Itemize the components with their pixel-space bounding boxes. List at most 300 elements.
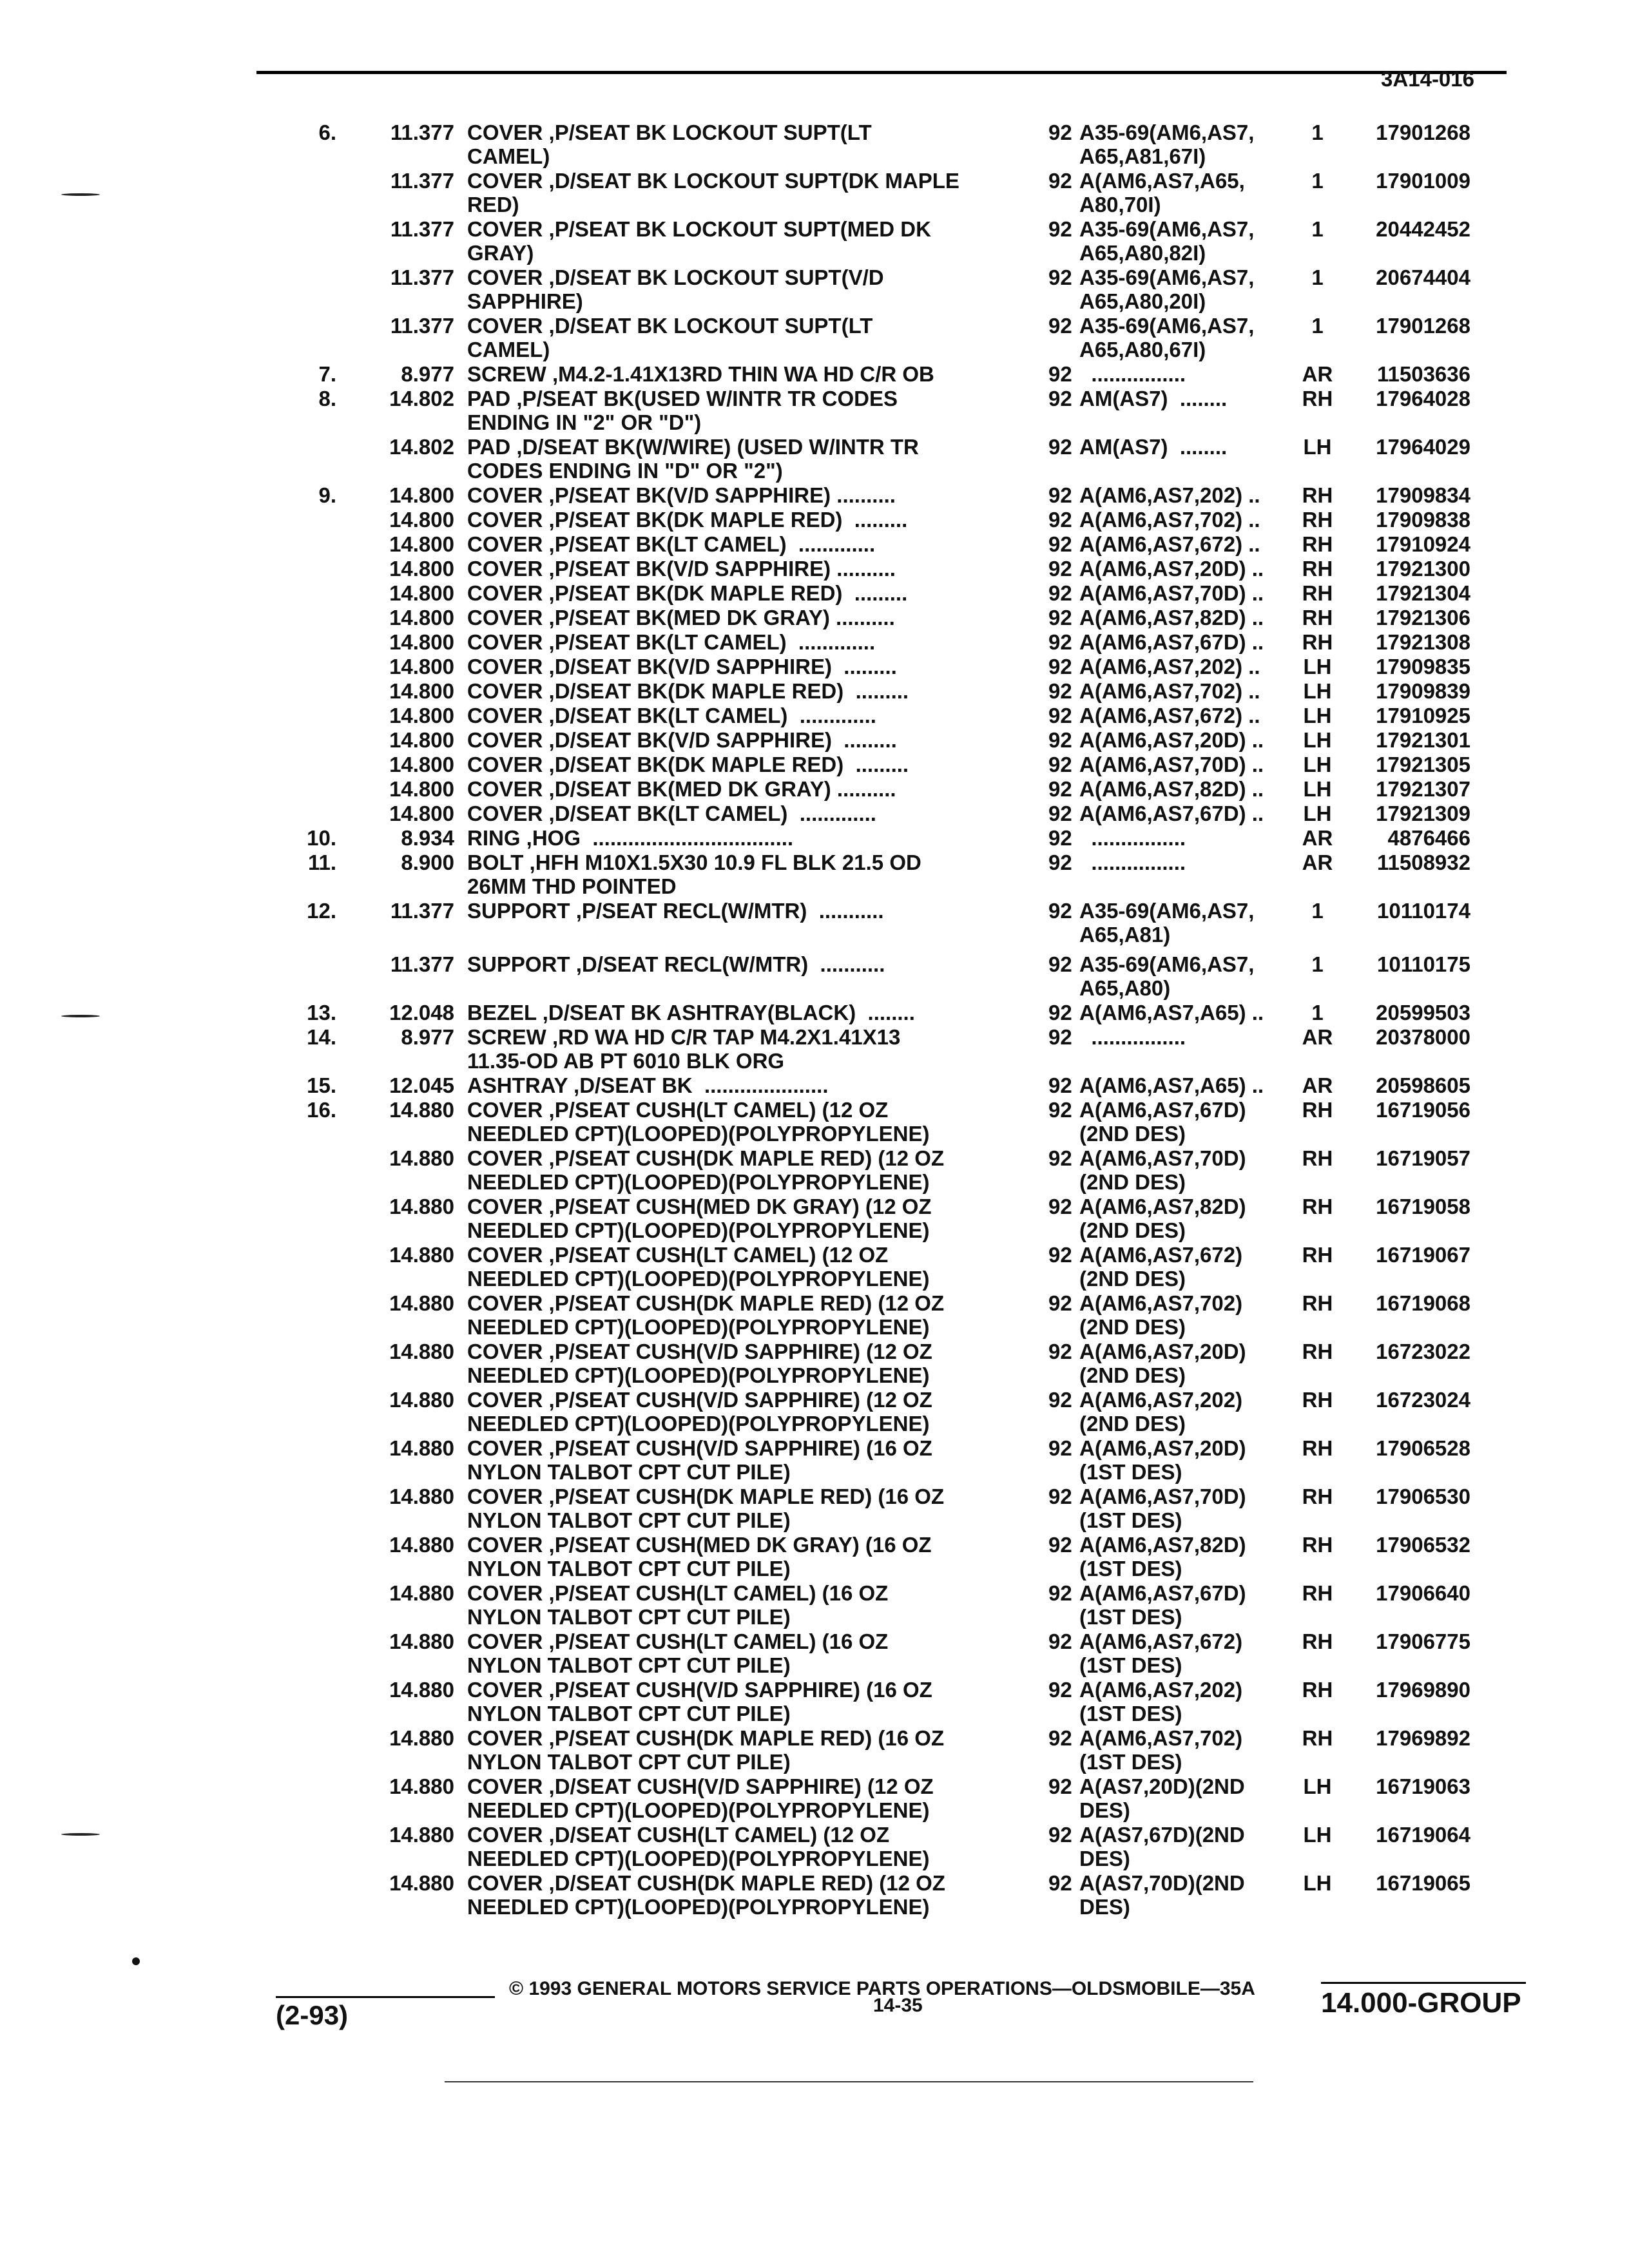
parts-row <box>0 265 1629 313</box>
qty-code: 92 <box>1048 1025 1072 1049</box>
part-number: 11508932 <box>1376 850 1470 874</box>
group-number: 14.800 <box>389 802 454 825</box>
part-number: 20598605 <box>1376 1073 1470 1097</box>
qty-code: 92 <box>1048 1823 1072 1847</box>
part-description: COVER ,P/SEAT CUSH(V/D SAPPHIRE) (16 OZ NYLON TALBOT CPT CUT PILE) <box>467 1678 932 1725</box>
group-number: 8.934 <box>401 826 454 850</box>
side-qty: 1 <box>1311 314 1324 338</box>
item-number: 16. <box>307 1098 336 1122</box>
qty-code: 92 <box>1048 1774 1072 1798</box>
group-number: 14.880 <box>389 1340 454 1363</box>
qty-code: 92 <box>1048 265 1072 289</box>
item-number: 11. <box>307 850 336 874</box>
footer-page-number: 14-35 <box>873 1995 923 2016</box>
model-usage: A(AM6,AS7,202) .. <box>1079 655 1260 678</box>
parts-row <box>0 435 1629 483</box>
parts-row <box>0 557 1629 581</box>
part-description: COVER ,D/SEAT BK(MED DK GRAY) .......... <box>467 777 896 801</box>
parts-row <box>0 1098 1629 1146</box>
item-number: 13. <box>307 1001 336 1024</box>
side-qty: AR <box>1302 826 1333 850</box>
parts-row <box>0 655 1629 678</box>
part-description: COVER ,P/SEAT BK(V/D SAPPHIRE) .......... <box>467 557 896 581</box>
model-usage: AM(AS7) ........ <box>1079 387 1228 410</box>
qty-code: 92 <box>1048 217 1072 241</box>
part-number: 16719057 <box>1376 1146 1470 1170</box>
group-number: 14.880 <box>389 1533 454 1557</box>
part-number: 17909834 <box>1376 483 1470 507</box>
group-number: 12.045 <box>389 1073 454 1097</box>
parts-row <box>0 581 1629 605</box>
qty-code: 92 <box>1048 1098 1072 1122</box>
part-description: COVER ,D/SEAT CUSH(LT CAMEL) (12 OZ NEEDLED CPT)(LOOPED)(POLYPROPYLENE) <box>467 1823 930 1870</box>
side-qty: RH <box>1302 1726 1333 1750</box>
side-qty: AR <box>1302 1025 1333 1049</box>
model-usage: A(AM6,AS7,20D) .. <box>1079 557 1264 581</box>
parts-row <box>0 704 1629 727</box>
part-number: 17909838 <box>1376 508 1470 532</box>
parts-row <box>0 753 1629 776</box>
group-number: 14.800 <box>389 483 454 507</box>
part-number: 17969892 <box>1376 1726 1470 1750</box>
group-number: 14.880 <box>389 1726 454 1750</box>
model-usage: A35-69(AM6,AS7, A65,A80) <box>1079 952 1255 1000</box>
side-qty: RH <box>1302 1291 1333 1315</box>
part-description: BEZEL ,D/SEAT BK ASHTRAY(BLACK) ........ <box>467 1001 915 1024</box>
item-number: 10. <box>307 826 336 850</box>
qty-code: 92 <box>1048 1146 1072 1170</box>
part-number: 4876466 <box>1387 826 1470 850</box>
part-description: COVER ,D/SEAT BK(V/D SAPPHIRE) ......... <box>467 728 897 752</box>
part-number: 20442452 <box>1376 217 1470 241</box>
group-number: 14.800 <box>389 630 454 654</box>
part-number: 17906532 <box>1376 1533 1470 1557</box>
model-usage: A(AM6,AS7,672) (2ND DES) <box>1079 1243 1243 1291</box>
part-description: SCREW ,RD WA HD C/R TAP M4.2X1.41X13 11.35-OD AB PT 6010 BLK ORG <box>467 1025 901 1073</box>
bottom-rule <box>445 2081 1253 2082</box>
part-description: COVER ,P/SEAT BK(V/D SAPPHIRE) .......... <box>467 483 896 507</box>
parts-row <box>0 606 1629 629</box>
part-number: 17921309 <box>1376 802 1470 825</box>
part-number: 17909839 <box>1376 679 1470 703</box>
part-description: COVER ,P/SEAT CUSH(MED DK GRAY) (16 OZ NYLON TALBOT CPT CUT PILE) <box>467 1533 932 1581</box>
parts-row <box>0 1533 1629 1581</box>
group-number: 14.880 <box>389 1823 454 1847</box>
qty-code: 92 <box>1048 630 1072 654</box>
side-qty: 1 <box>1311 217 1324 241</box>
qty-code: 92 <box>1048 581 1072 605</box>
model-usage: A35-69(AM6,AS7, A65,A81,67I) <box>1079 120 1255 168</box>
side-qty: AR <box>1302 362 1333 386</box>
part-number: 16719063 <box>1376 1774 1470 1798</box>
part-number: 16723024 <box>1376 1388 1470 1412</box>
model-usage: ................ <box>1079 850 1186 874</box>
group-number: 14.880 <box>389 1871 454 1895</box>
side-qty: RH <box>1302 1678 1333 1702</box>
model-usage: A(AM6,AS7,70D) (2ND DES) <box>1079 1146 1246 1194</box>
side-qty: LH <box>1303 1774 1332 1798</box>
side-qty: AR <box>1302 1073 1333 1097</box>
qty-code: 92 <box>1048 1533 1072 1557</box>
model-usage: A(AM6,AS7,702) .. <box>1079 508 1260 532</box>
side-qty: RH <box>1302 508 1333 532</box>
model-usage: A(AM6,AS7,82D) .. <box>1079 606 1264 629</box>
parts-row <box>0 387 1629 434</box>
part-number: 20378000 <box>1376 1025 1470 1049</box>
parts-row <box>0 679 1629 703</box>
side-qty: RH <box>1302 532 1333 556</box>
group-number: 12.048 <box>389 1001 454 1024</box>
model-usage: A(AM6,AS7,A65, A80,70I) <box>1079 169 1245 216</box>
side-qty: 1 <box>1311 952 1324 976</box>
qty-code: 92 <box>1048 1001 1072 1024</box>
model-usage: A(AM6,AS7,202) (1ST DES) <box>1079 1678 1243 1725</box>
group-number: 14.800 <box>389 777 454 801</box>
parts-row <box>0 1291 1629 1339</box>
side-qty: RH <box>1302 1581 1333 1605</box>
side-qty: LH <box>1303 704 1332 727</box>
group-number: 14.880 <box>389 1581 454 1605</box>
model-usage: A(AM6,AS7,67D) (1ST DES) <box>1079 1581 1246 1629</box>
part-description: COVER ,D/SEAT BK LOCKOUT SUPT(LT CAMEL) <box>467 314 873 361</box>
item-number: 6. <box>318 120 336 144</box>
qty-code: 92 <box>1048 120 1072 144</box>
part-description: ASHTRAY ,D/SEAT BK ..................... <box>467 1073 829 1097</box>
parts-row <box>0 777 1629 801</box>
parts-row <box>0 1340 1629 1387</box>
qty-code: 92 <box>1048 679 1072 703</box>
part-number: 17901009 <box>1376 169 1470 193</box>
part-description: COVER ,P/SEAT BK(DK MAPLE RED) ......... <box>467 581 908 605</box>
side-qty: 1 <box>1311 265 1324 289</box>
parts-row <box>0 1436 1629 1484</box>
item-number: 14. <box>307 1025 336 1049</box>
model-usage: A(AM6,AS7,70D) .. <box>1079 581 1264 605</box>
group-number: 8.977 <box>401 362 454 386</box>
parts-row <box>0 952 1629 1000</box>
model-usage: A(AM6,AS7,702) (2ND DES) <box>1079 1291 1243 1339</box>
part-description: COVER ,P/SEAT CUSH(DK MAPLE RED) (12 OZ NEEDLED CPT)(LOOPED)(POLYPROPYLENE) <box>467 1291 945 1339</box>
part-number: 17910924 <box>1376 532 1470 556</box>
part-description: COVER ,P/SEAT CUSH(LT CAMEL) (16 OZ NYLON TALBOT CPT CUT PILE) <box>467 1629 889 1677</box>
model-usage: A(AM6,AS7,70D) .. <box>1079 753 1264 776</box>
side-qty: RH <box>1302 1388 1333 1412</box>
part-description: PAD ,P/SEAT BK(USED W/INTR TR CODES ENDING IN "2" OR "D") <box>467 387 898 434</box>
part-number: 17906775 <box>1376 1629 1470 1653</box>
side-qty: RH <box>1302 1243 1333 1267</box>
part-description: COVER ,D/SEAT BK LOCKOUT SUPT(DK MAPLE RED) <box>467 169 959 216</box>
qty-code: 92 <box>1048 802 1072 825</box>
qty-code: 92 <box>1048 899 1072 923</box>
part-number: 16719058 <box>1376 1195 1470 1218</box>
part-number: 17921300 <box>1376 557 1470 581</box>
part-description: COVER ,P/SEAT CUSH(LT CAMEL) (12 OZ NEEDLED CPT)(LOOPED)(POLYPROPYLENE) <box>467 1098 930 1146</box>
model-usage: A(AM6,AS7,67D) .. <box>1079 802 1264 825</box>
part-number: 16719064 <box>1376 1823 1470 1847</box>
group-number: 14.800 <box>389 704 454 727</box>
part-description: COVER ,P/SEAT CUSH(DK MAPLE RED) (16 OZ NYLON TALBOT CPT CUT PILE) <box>467 1726 945 1774</box>
part-number: 17901268 <box>1376 314 1470 338</box>
parts-row <box>0 1073 1629 1097</box>
part-number: 17909835 <box>1376 655 1470 678</box>
qty-code: 92 <box>1048 435 1072 459</box>
model-usage: A(AM6,AS7,672) .. <box>1079 704 1260 727</box>
qty-code: 92 <box>1048 1871 1072 1895</box>
part-number: 17906530 <box>1376 1485 1470 1508</box>
side-qty: RH <box>1302 606 1333 629</box>
model-usage: A(AM6,AS7,A65) .. <box>1079 1073 1264 1097</box>
model-usage: ................ <box>1079 1025 1186 1049</box>
parts-row <box>0 362 1629 386</box>
part-number: 17921308 <box>1376 630 1470 654</box>
group-number: 14.880 <box>389 1243 454 1267</box>
model-usage: A(AM6,AS7,20D) (1ST DES) <box>1079 1436 1246 1484</box>
parts-row <box>0 728 1629 752</box>
group-number: 14.800 <box>389 679 454 703</box>
qty-code: 92 <box>1048 532 1072 556</box>
group-number: 14.880 <box>389 1678 454 1702</box>
part-number: 17964029 <box>1376 435 1470 459</box>
group-number: 14.880 <box>389 1629 454 1653</box>
side-qty: RH <box>1302 1533 1333 1557</box>
group-number: 14.880 <box>389 1485 454 1508</box>
qty-code: 92 <box>1048 606 1072 629</box>
item-number: 7. <box>318 362 336 386</box>
model-usage: A(AS7,67D)(2ND DES) <box>1079 1823 1245 1870</box>
side-qty: RH <box>1302 483 1333 507</box>
qty-code: 92 <box>1048 753 1072 776</box>
part-description: COVER ,P/SEAT BK LOCKOUT SUPT(MED DK GRAY) <box>467 217 931 265</box>
part-description: COVER ,P/SEAT BK(MED DK GRAY) .......... <box>467 606 895 629</box>
qty-code: 92 <box>1048 362 1072 386</box>
model-usage: A(AM6,AS7,82D) .. <box>1079 777 1264 801</box>
group-number: 11.377 <box>390 952 454 976</box>
group-number: 14.800 <box>389 532 454 556</box>
group-number: 14.880 <box>389 1195 454 1218</box>
part-number: 17910925 <box>1376 704 1470 727</box>
group-number: 14.800 <box>389 606 454 629</box>
model-usage: AM(AS7) ........ <box>1079 435 1228 459</box>
parts-row <box>0 120 1629 168</box>
model-usage: A(AM6,AS7,A65) .. <box>1079 1001 1264 1024</box>
parts-row <box>0 850 1629 898</box>
part-description: COVER ,P/SEAT CUSH(V/D SAPPHIRE) (12 OZ NEEDLED CPT)(LOOPED)(POLYPROPYLENE) <box>467 1340 932 1387</box>
part-description: COVER ,P/SEAT CUSH(V/D SAPPHIRE) (12 OZ NEEDLED CPT)(LOOPED)(POLYPROPYLENE) <box>467 1388 932 1436</box>
part-number: 17906640 <box>1376 1581 1470 1605</box>
parts-row <box>0 1774 1629 1822</box>
group-number: 14.800 <box>389 581 454 605</box>
parts-row <box>0 1146 1629 1194</box>
part-description: COVER ,P/SEAT BK(LT CAMEL) ............. <box>467 532 876 556</box>
footer-group: 14.000-GROUP <box>1321 1987 1521 2019</box>
group-number: 11.377 <box>390 265 454 289</box>
group-number: 14.802 <box>389 387 454 410</box>
qty-code: 92 <box>1048 387 1072 410</box>
side-qty: RH <box>1302 581 1333 605</box>
side-qty: LH <box>1303 679 1332 703</box>
side-qty: RH <box>1302 1485 1333 1508</box>
part-number: 17921306 <box>1376 606 1470 629</box>
part-number: 17964028 <box>1376 387 1470 410</box>
group-number: 14.880 <box>389 1146 454 1170</box>
parts-row <box>0 217 1629 265</box>
footer-right-rule <box>1321 1982 1526 1984</box>
model-usage: A(AM6,AS7,67D) .. <box>1079 630 1264 654</box>
group-number: 11.377 <box>390 169 454 193</box>
model-usage: ................ <box>1079 362 1186 386</box>
part-number: 17901268 <box>1376 120 1470 144</box>
group-number: 14.802 <box>389 435 454 459</box>
side-qty: LH <box>1303 728 1332 752</box>
side-qty: LH <box>1303 1871 1332 1895</box>
qty-code: 92 <box>1048 1581 1072 1605</box>
qty-code: 92 <box>1048 826 1072 850</box>
part-description: COVER ,P/SEAT CUSH(LT CAMEL) (16 OZ NYLON TALBOT CPT CUT PILE) <box>467 1581 889 1629</box>
part-number: 16719065 <box>1376 1871 1470 1895</box>
model-usage: ................ <box>1079 826 1186 850</box>
qty-code: 92 <box>1048 850 1072 874</box>
part-description: COVER ,D/SEAT BK(V/D SAPPHIRE) ......... <box>467 655 897 678</box>
parts-row <box>0 1678 1629 1725</box>
qty-code: 92 <box>1048 1485 1072 1508</box>
side-qty: 1 <box>1311 120 1324 144</box>
side-qty: RH <box>1302 1195 1333 1218</box>
group-number: 14.880 <box>389 1388 454 1412</box>
parts-row <box>0 1243 1629 1291</box>
group-number: 14.800 <box>389 753 454 776</box>
item-number: 12. <box>307 899 336 923</box>
part-number: 17906528 <box>1376 1436 1470 1460</box>
group-number: 14.800 <box>389 655 454 678</box>
binder-mark <box>61 1833 100 1836</box>
side-qty: RH <box>1302 387 1333 410</box>
parts-row <box>0 483 1629 507</box>
part-number: 16723022 <box>1376 1340 1470 1363</box>
side-qty: 1 <box>1311 899 1324 923</box>
item-number: 15. <box>307 1073 336 1097</box>
side-qty: LH <box>1303 655 1332 678</box>
top-rule <box>256 71 1507 74</box>
side-qty: AR <box>1302 850 1333 874</box>
group-number: 8.900 <box>401 850 454 874</box>
part-description: COVER ,P/SEAT BK(LT CAMEL) ............. <box>467 630 876 654</box>
part-number: 17921304 <box>1376 581 1470 605</box>
part-description: SCREW ,M4.2-1.41X13RD THIN WA HD C/R OB <box>467 362 934 386</box>
model-usage: A(AM6,AS7,82D) (2ND DES) <box>1079 1195 1246 1242</box>
part-description: COVER ,D/SEAT BK(DK MAPLE RED) ......... <box>467 753 909 776</box>
side-qty: RH <box>1302 1436 1333 1460</box>
model-usage: A(AM6,AS7,702) .. <box>1079 679 1260 703</box>
side-qty: RH <box>1302 1340 1333 1363</box>
footer-date: (2-93) <box>276 2000 349 2030</box>
model-usage: A35-69(AM6,AS7, A65,A80,67I) <box>1079 314 1255 361</box>
group-number: 14.800 <box>389 557 454 581</box>
group-number: 14.800 <box>389 508 454 532</box>
part-number: 10110174 <box>1376 899 1470 923</box>
side-qty: RH <box>1302 1098 1333 1122</box>
model-usage: A(AS7,70D)(2ND DES) <box>1079 1871 1245 1919</box>
model-usage: A(AM6,AS7,20D) (2ND DES) <box>1079 1340 1246 1387</box>
parts-row <box>0 899 1629 947</box>
group-number: 14.800 <box>389 728 454 752</box>
parts-row <box>0 1485 1629 1532</box>
part-number: 20599503 <box>1376 1001 1470 1024</box>
side-qty: LH <box>1303 802 1332 825</box>
part-number: 16719056 <box>1376 1098 1470 1122</box>
side-qty: LH <box>1303 777 1332 801</box>
parts-row <box>0 630 1629 654</box>
part-description: COVER ,P/SEAT CUSH(MED DK GRAY) (12 OZ NEEDLED CPT)(LOOPED)(POLYPROPYLENE) <box>467 1195 932 1242</box>
part-description: PAD ,D/SEAT BK(W/WIRE) (USED W/INTR TR CODES ENDING IN "D" OR "2") <box>467 435 919 483</box>
part-number: 17921307 <box>1376 777 1470 801</box>
parts-row <box>0 1629 1629 1677</box>
side-qty: RH <box>1302 1146 1333 1170</box>
model-usage: A(AM6,AS7,202) (2ND DES) <box>1079 1388 1243 1436</box>
part-description: BOLT ,HFH M10X1.5X30 10.9 FL BLK 21.5 OD 26MM THD POINTED <box>467 850 921 898</box>
group-number: 14.880 <box>389 1436 454 1460</box>
part-description: COVER ,P/SEAT CUSH(V/D SAPPHIRE) (16 OZ NYLON TALBOT CPT CUT PILE) <box>467 1436 932 1484</box>
footer-copyright: © 1993 GENERAL MOTORS SERVICE PARTS OPERATIONS—OLDSMOBILE—35A <box>509 1978 1255 1999</box>
qty-code: 92 <box>1048 1073 1072 1097</box>
qty-code: 92 <box>1048 952 1072 976</box>
parts-row <box>0 1388 1629 1436</box>
part-number: 16719067 <box>1376 1243 1470 1267</box>
parts-row <box>0 802 1629 825</box>
part-description: COVER ,D/SEAT BK(LT CAMEL) ............. <box>467 802 876 825</box>
model-usage: A35-69(AM6,AS7, A65,A81) <box>1079 899 1255 947</box>
part-description: COVER ,P/SEAT CUSH(LT CAMEL) (12 OZ NEEDLED CPT)(LOOPED)(POLYPROPYLENE) <box>467 1243 930 1291</box>
side-qty: LH <box>1303 753 1332 776</box>
footer-left-rule <box>276 1996 495 1998</box>
qty-code: 92 <box>1048 1678 1072 1702</box>
qty-code: 92 <box>1048 557 1072 581</box>
qty-code: 92 <box>1048 655 1072 678</box>
part-number: 20674404 <box>1376 265 1470 289</box>
group-number: 11.377 <box>390 120 454 144</box>
qty-code: 92 <box>1048 1436 1072 1460</box>
doc-code: 3A14-016 <box>1381 67 1474 91</box>
side-qty: 1 <box>1311 169 1324 193</box>
qty-code: 92 <box>1048 1388 1072 1412</box>
parts-row <box>0 1871 1629 1919</box>
model-usage: A(AM6,AS7,70D) (1ST DES) <box>1079 1485 1246 1532</box>
model-usage: A35-69(AM6,AS7, A65,A80,20I) <box>1079 265 1255 313</box>
part-description: SUPPORT ,D/SEAT RECL(W/MTR) ........... <box>467 952 885 976</box>
part-description: SUPPORT ,P/SEAT RECL(W/MTR) ........... <box>467 899 884 923</box>
model-usage: A(AM6,AS7,67D) (2ND DES) <box>1079 1098 1246 1146</box>
qty-code: 92 <box>1048 704 1072 727</box>
parts-row <box>0 1025 1629 1073</box>
part-number: 17921301 <box>1376 728 1470 752</box>
parts-row <box>0 1823 1629 1870</box>
part-description: RING ,HOG .................................. <box>467 826 794 850</box>
model-usage: A(AM6,AS7,202) .. <box>1079 483 1260 507</box>
item-number: 9. <box>318 483 336 507</box>
group-number: 8.977 <box>401 1025 454 1049</box>
model-usage: A(AM6,AS7,82D) (1ST DES) <box>1079 1533 1246 1581</box>
group-number: 11.377 <box>390 899 454 923</box>
part-description: COVER ,P/SEAT CUSH(DK MAPLE RED) (12 OZ NEEDLED CPT)(LOOPED)(POLYPROPYLENE) <box>467 1146 945 1194</box>
side-qty: LH <box>1303 1823 1332 1847</box>
qty-code: 92 <box>1048 1629 1072 1653</box>
binder-mark <box>61 193 100 196</box>
part-description: COVER ,P/SEAT CUSH(DK MAPLE RED) (16 OZ NYLON TALBOT CPT CUT PILE) <box>467 1485 945 1532</box>
group-number: 14.880 <box>389 1291 454 1315</box>
qty-code: 92 <box>1048 1243 1072 1267</box>
qty-code: 92 <box>1048 728 1072 752</box>
parts-row <box>0 508 1629 532</box>
part-number: 17969890 <box>1376 1678 1470 1702</box>
